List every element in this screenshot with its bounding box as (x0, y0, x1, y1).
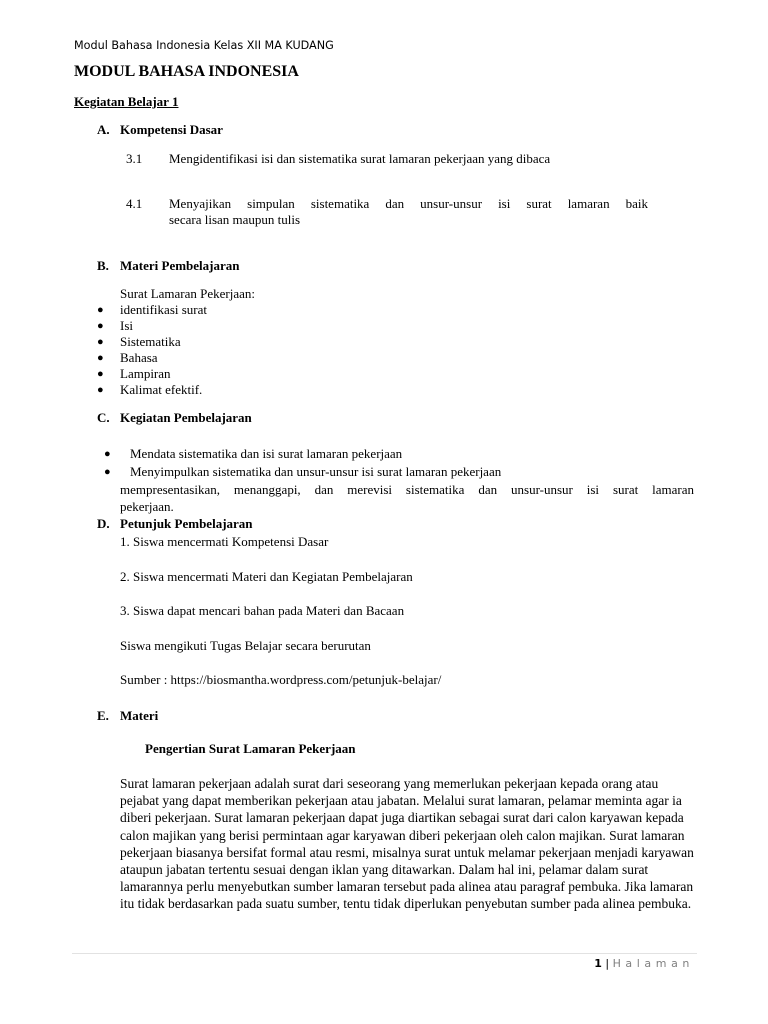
page-label: Halaman (612, 957, 694, 970)
materi-paragraph: Surat lamaran pekerjaan adalah surat dari seseorang yang memerlukan pekerjaan kepada orang atau pejabat yang dapat memberikan pekerjaan atau jabatan. Melalui surat lamaran, pelamar meminta agar ia diberi pekerjaan. Surat lamaran pekerjaan dapat juga diartikan sebagai surat dari calon karyawan kepada calon majikan yang berisi permintaan agar karyawan diberi pekerjaan oleh calon majikan. Surat lamaran pekerjaan biasanya bersifat formal atau resmi, misalnya surat untuk melamar pekerjaan menjadi karyawan ataupun jabatan tertentu sesuai dengan iklan yang ditawarkan. Dalam hal ini, pelamar dalam surat lamarannya perlu menyebutkan sumber lamaran tersebut pada alinea atau paragraf pembuka. Jika lamaran itu tidak berdasarkan pada suatu sumber, tentu tidak diperlukan penyebutan sumber pada alinea pembuka. (120, 776, 694, 912)
section-b-heading: Materi Pembelajaran (120, 258, 240, 273)
kd-text: Mengidentifikasi isi dan sistematika surat lamaran pekerjaan yang dibaca (169, 151, 551, 166)
section-d-letter: D. (97, 516, 110, 531)
bullet-icon: ● (104, 466, 111, 478)
bullet-icon: ● (97, 352, 104, 364)
list-item: Lampiran (120, 366, 171, 381)
kd-text-line: secara lisan maupun tulis (169, 212, 301, 227)
materi-intro: Surat Lamaran Pekerjaan: (120, 286, 255, 301)
bullet-icon: ● (97, 384, 104, 396)
section-c-heading: Kegiatan Pembelajaran (120, 410, 252, 425)
section-e-letter: E. (97, 708, 109, 723)
running-header: Modul Bahasa Indonesia Kelas XII MA KUDANG (74, 39, 334, 52)
activity-item: Menyimpulkan sistematika dan unsur-unsur isi surat lamaran pekerjaan (130, 464, 502, 479)
page-number: 1 (594, 957, 602, 970)
list-item: Sistematika (120, 334, 181, 349)
document-title: MODUL BAHASA INDONESIA (74, 63, 299, 80)
kegiatan-belajar-heading: Kegiatan Belajar 1 (74, 94, 179, 109)
page-footer (594, 956, 694, 972)
bullet-icon: ● (97, 320, 104, 332)
list-item: Isi (120, 318, 133, 333)
activity-continuation: mempresentasikan, menanggapi, dan merevisi sistematika dan unsur-unsur isi surat lamaran (120, 482, 694, 497)
bullet-icon: ● (97, 304, 104, 316)
section-e-heading: Materi (120, 708, 159, 723)
list-item: identifikasi surat (120, 302, 208, 317)
source-citation: Sumber : https://biosmantha.wordpress.com/petunjuk-belajar/ (120, 672, 442, 687)
kd-text-line: Menyajikan simpulan sistematika dan unsur-unsur isi surat lamaran baik (169, 196, 648, 211)
kd-number: 3.1 (126, 151, 143, 166)
list-item: Bahasa (120, 350, 158, 365)
instruction-note: Siswa mengikuti Tugas Belajar secara berurutan (120, 638, 371, 653)
bullet-icon: ● (104, 448, 111, 460)
footer-separator: | (605, 957, 610, 970)
section-a-letter: A. (97, 122, 110, 137)
kd-number: 4.1 (126, 196, 143, 211)
section-a-heading: Kompetensi Dasar (120, 122, 223, 137)
list-item: Kalimat efektif. (120, 382, 203, 397)
bullet-icon: ● (97, 368, 104, 380)
bullet-icon: ● (97, 336, 104, 348)
instruction-step: 1. Siswa mencermati Kompetensi Dasar (120, 534, 329, 549)
activity-item: Mendata sistematika dan isi surat lamaran pekerjaan (130, 446, 403, 461)
materi-subheading: Pengertian Surat Lamaran Pekerjaan (145, 741, 356, 756)
activity-continuation: pekerjaan. (120, 499, 174, 514)
section-b-letter: B. (97, 258, 109, 273)
footer-divider (72, 953, 697, 954)
instruction-step: 3. Siswa dapat mencari bahan pada Materi dan Bacaan (120, 603, 405, 618)
section-d-heading: Petunjuk Pembelajaran (120, 516, 253, 531)
section-c-letter: C. (97, 410, 110, 425)
instruction-step: 2. Siswa mencermati Materi dan Kegiatan Pembelajaran (120, 569, 413, 584)
